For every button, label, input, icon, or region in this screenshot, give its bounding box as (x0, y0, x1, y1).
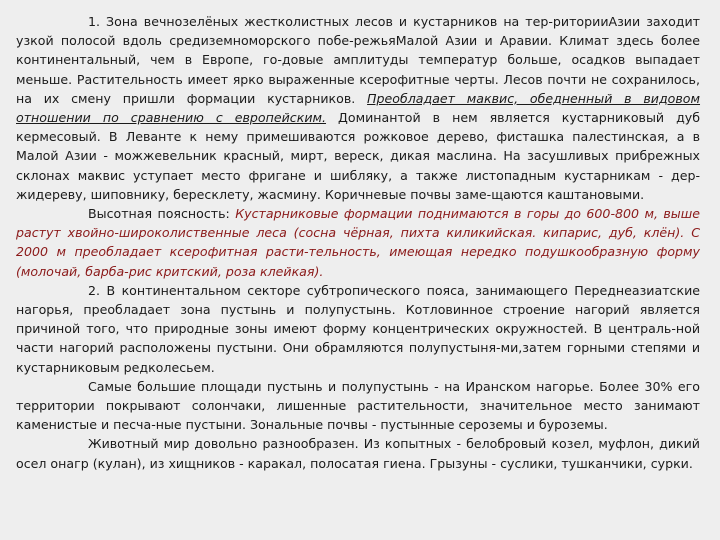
paragraph-text: Доминантой в нем является кустарниковый дуб кермесовый. В Леванте к нему примешиваются рожковое дерево, фисташка палестинская, а в Малой Азии - можжевельник красный, мирт, вереск, дикая маслина. На засушливых прибрежных склонах маквис уступает место фригане и шибляку, а также листопадным кустарникам - дер-жидереву, шиповнику, бересклету, жасмину. Коричневые почвы заме-щаются каштановыми. (16, 110, 701, 202)
underlined-text: Преобладает маквис, обедненный в видовом отношении по сравнению с европейским. (16, 90, 701, 126)
paragraph-iranian-plateau (16, 377, 700, 435)
highlighted-text: Кустарниковые формации поднимаются в горы до 600-800 м, выше растут хвойно-широколиственные леса (сосна чёрная, пихта киликийская. кипарис, дуб, клён). С 2000 м преобладает ксерофитная расти-тельность, имеющая нередко подушкообразную форму (молочай, барба-рис критский, роза клейкая). (16, 206, 701, 279)
paragraph-continental-sector (16, 281, 700, 377)
paragraph-text: Самые большие площади пустынь и полупустынь - на Иранском нагорье. Более 30% его территории покрывают солончаки, лишенные растительности, значительное место занимают каменистые и песча-ные пустыни. Зональные почвы - пустынные сероземы и буроземы. (16, 378, 700, 433)
paragraph-altitude-zones (16, 204, 700, 281)
paragraph-mediterranean-zone (16, 12, 700, 204)
paragraph-text: Высотная поясность: (88, 206, 236, 222)
document-page (16, 12, 700, 473)
paragraph-text: Животный мир довольно разнообразен. Из копытных - белобровый козел, муфлон, дикий осел онагр (кулан), из хищников - каракал, полосатая гиена. Грызуны - суслики, тушканчики, сурки. (16, 436, 700, 471)
paragraph-text: 2. В континентальном секторе субтропического пояса, занимающего Переднеазиатские нагорья, преобладает зона пустынь и полупустынь. Котловинное строение нагорий является причиной того, что природные зоны имеют форму концентрических окружностей. В централь-ной части нагорий расположены пустыни. Они обрамляются полупустыня-ми,затем горными степями и кустарниковым редколесьем. (16, 282, 700, 375)
paragraph-fauna (16, 434, 700, 472)
paragraph-text: 1. Зона вечнозелёных жестколистных лесов и кустарников на тер-риторииАзии заходит узкой полосой вдоль средиземноморского побе-режьяМалой Азии и Аравии. Климат здесь более континентальный, чем в Европе, го-довые амплитуды температур больше, осадков выпадает меньше. Растительность имеет ярко выраженные ксерофитные черты. Лесов почти не сохранилось, на их смену пришли формации кустарников. (16, 14, 700, 106)
